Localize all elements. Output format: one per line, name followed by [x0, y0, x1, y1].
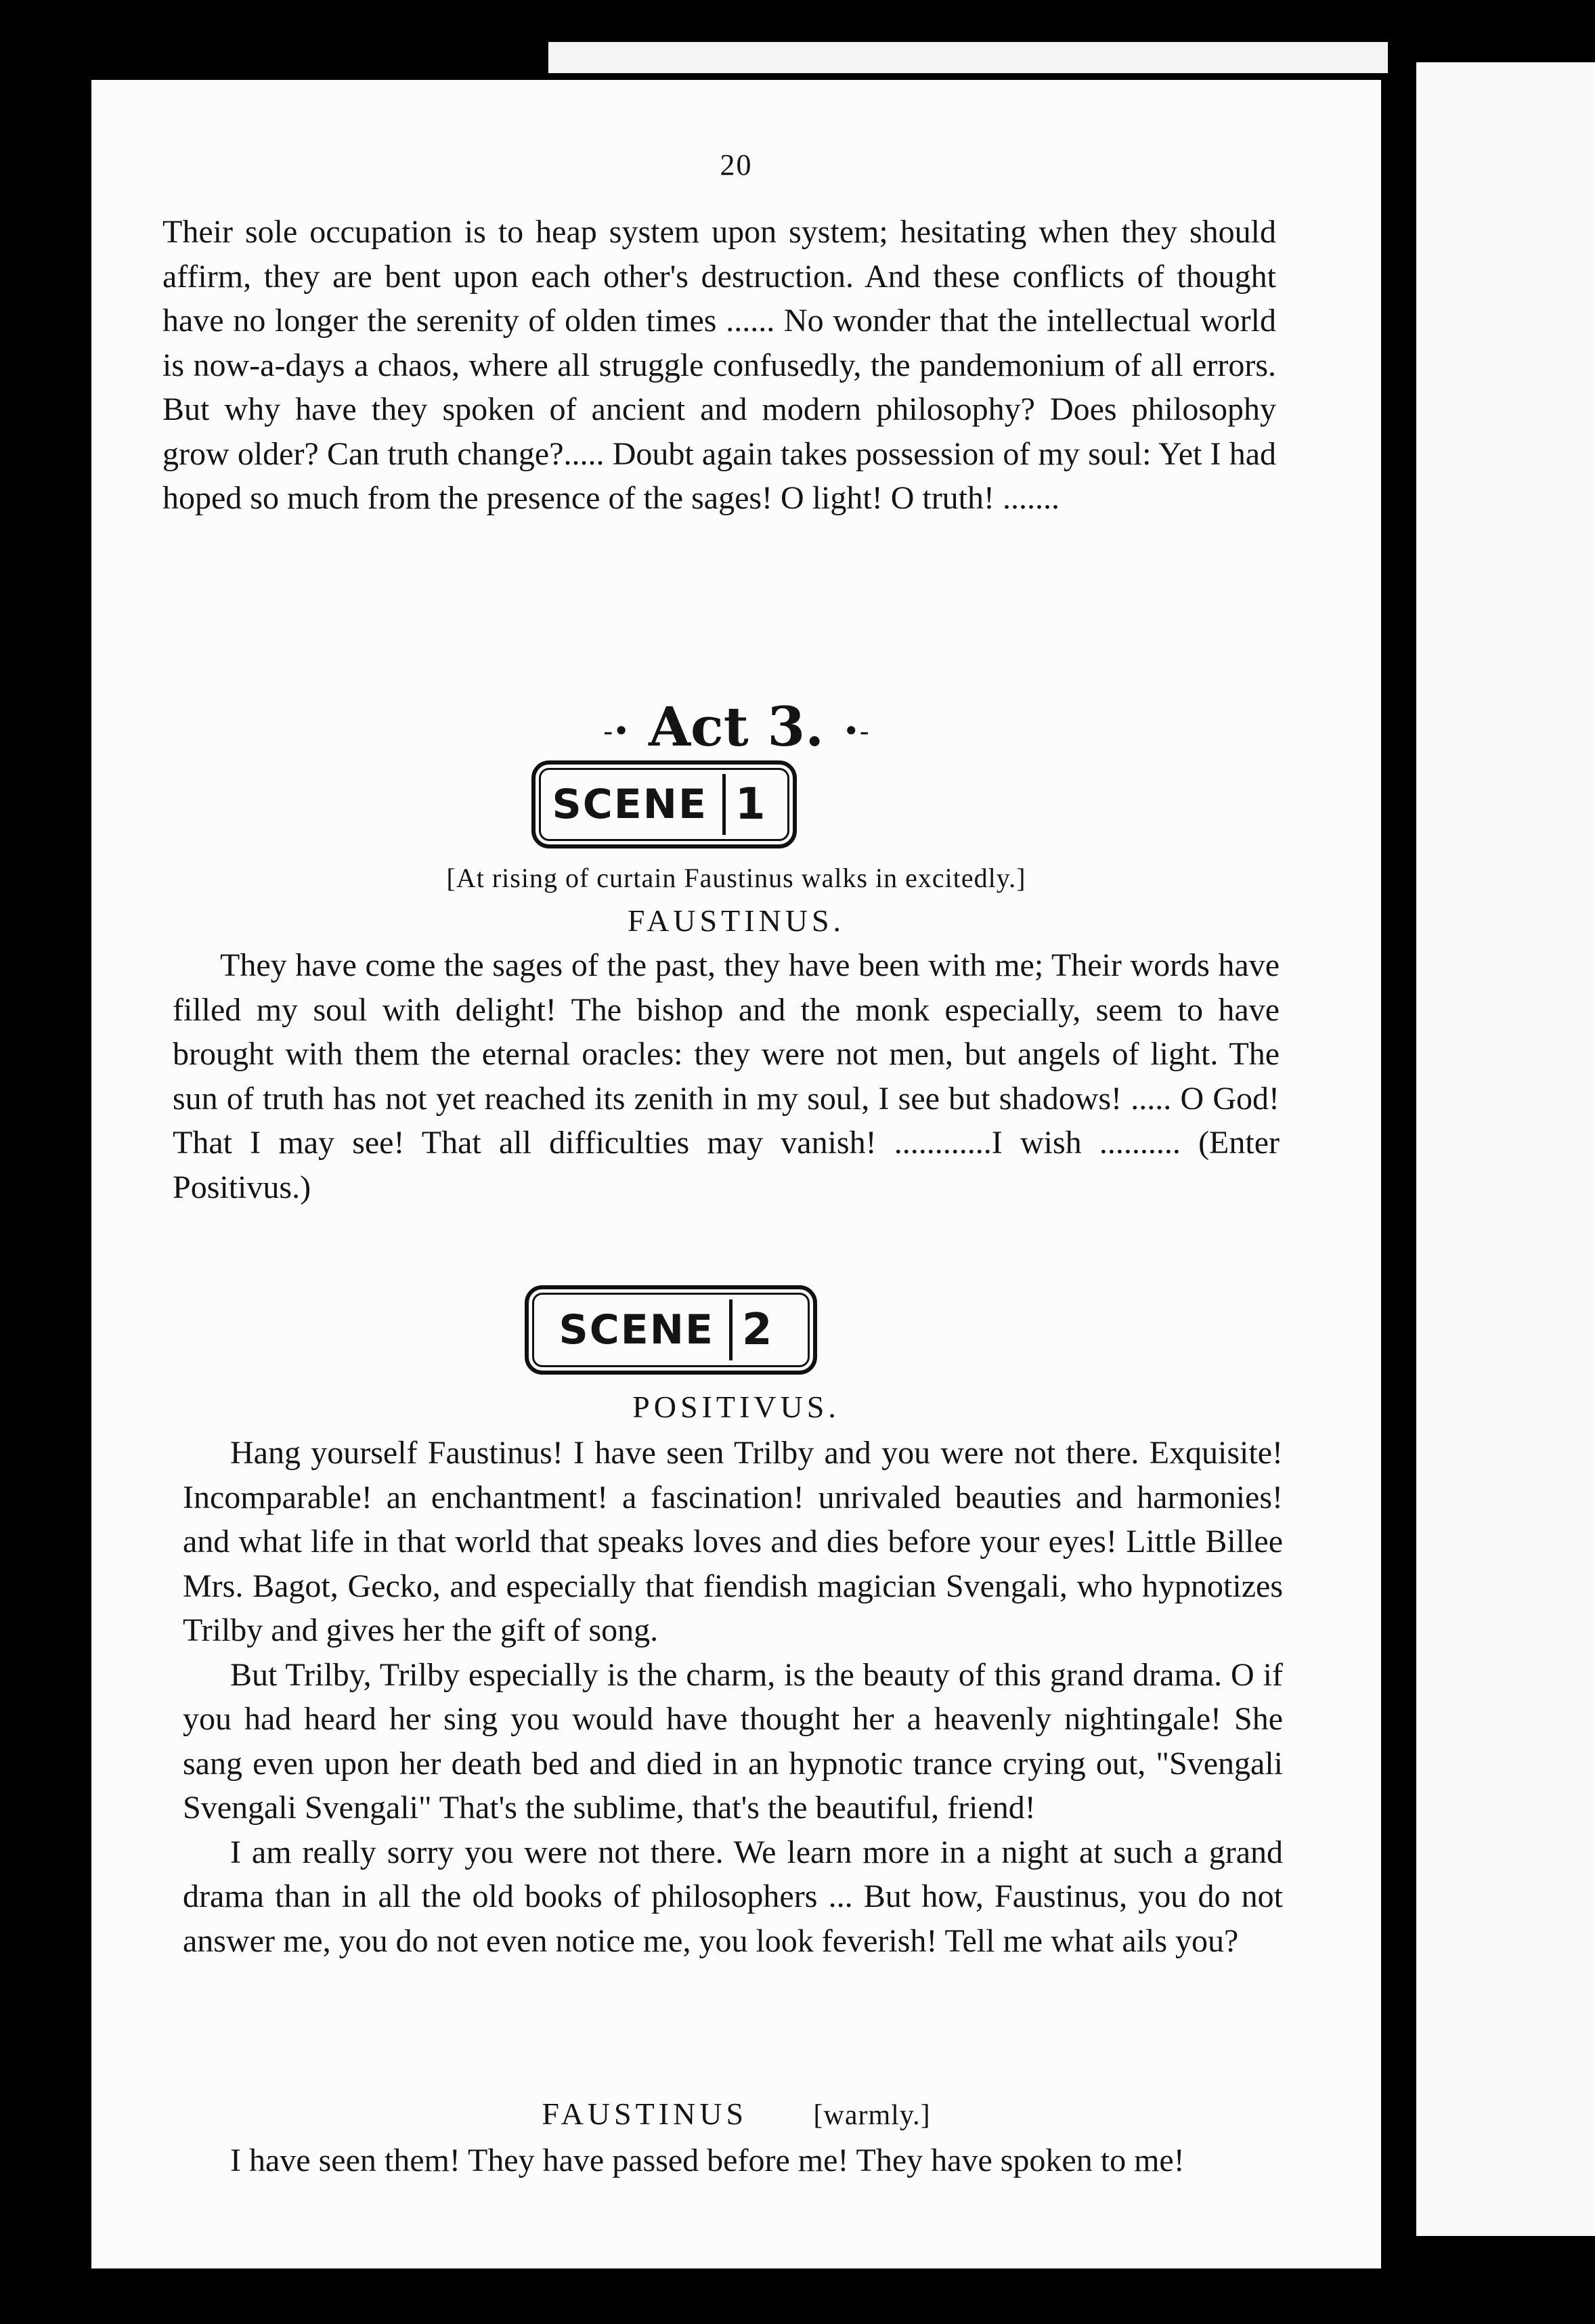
ornament-right: •- [842, 714, 869, 748]
scene-1-speech [173, 943, 1280, 1209]
scene-label: SCENE [559, 1306, 714, 1354]
paragraph-text: Their sole occupation is to heap system upon system; hesitating when they should affirm, they are bent upon each other's destruction. And these conflicts of thought have no longer the serenity of olden times ...... No wonder that the intellectual world is now-a-days a chaos, where all struggle confusedly, the pandemonium of all errors. But why have they spoken of ancient and modern philosophy? Does philosophy grow older? Can truth change?..... Doubt again takes possession of my soul: Yet I had hoped so much from the presence of the sages! O light! O truth! ....... [162, 214, 1276, 516]
speaker-name: FAUSTINUS [542, 2096, 748, 2131]
scene-number: 1 [722, 774, 777, 835]
speaker-name: POSITIVUS. [632, 1390, 840, 1424]
opening-paragraph [162, 210, 1276, 521]
page-number: 20 [720, 148, 753, 181]
ornament-left: -• [603, 714, 630, 748]
stage-direction: [At rising of curtain Faustinus walks in excitedly.] [446, 863, 1026, 893]
scene-1-banner [531, 760, 797, 848]
speech-text: Hang yourself Faustinus! I have seen Trilby and you were not there. Exquisite! Incomparable! an enchantment! a fascination! unrivaled beauties and harmonies! and what life in that world that speaks loves and dies before your eyes! Little Billee Mrs. Bagot, Gecko, and especially that fiendish magician Svengali, who hypnotizes Trilby and gives her the gift of song. [183, 1435, 1283, 1648]
speech-text: But Trilby, Trilby especially is the charm, is the beauty of this grand drama. O if you had heard her sing you would have thought her a heavenly nightingale! She sang even upon her death bed and died in an hypnotic trance crying out, "Svengali Svengali Svengali" That's the sublime, that's the beautiful, friend! [183, 1656, 1283, 1826]
stage-aside: [warmly.] [813, 2100, 931, 2131]
act-title: Act 3. [648, 695, 825, 758]
speech-text: I am really sorry you were not there. We learn more in a night at such a grand drama than in all the old books of philosophers ... But how, Faustinus, you do not answer me, you do not even notice me, you look feverish! Tell me what ails you? [183, 1834, 1283, 1959]
speaker-name: FAUSTINUS. [627, 903, 846, 938]
act-heading [91, 693, 1381, 765]
scene-label: SCENE [552, 781, 707, 828]
scene-number: 2 [729, 1299, 783, 1360]
scene-2-banner [525, 1285, 817, 1375]
speech-text: They have come the sages of the past, they have been with me; Their words have filled my soul with delight! The bishop and the monk especially, seem to have brought with them the eternal oracles: they were not men, but angels of light. The sun of truth has not yet reached its zenith in my soul, I see but shadows! ..... O God! That I may see! That all difficulties may vanish! ............I wish .......... (Enter Positivus.) [173, 947, 1280, 1205]
speech-text: I have seen them! They have passed before me! They have spoken to me! [230, 2143, 1185, 2178]
reply-speaker-line [91, 2096, 1381, 2132]
scene-2-speech [183, 1431, 1283, 1963]
reply-speech [183, 2138, 1283, 2183]
book-page [91, 80, 1381, 2268]
page-edge-top [548, 42, 1388, 73]
facing-page [1416, 62, 1595, 2236]
